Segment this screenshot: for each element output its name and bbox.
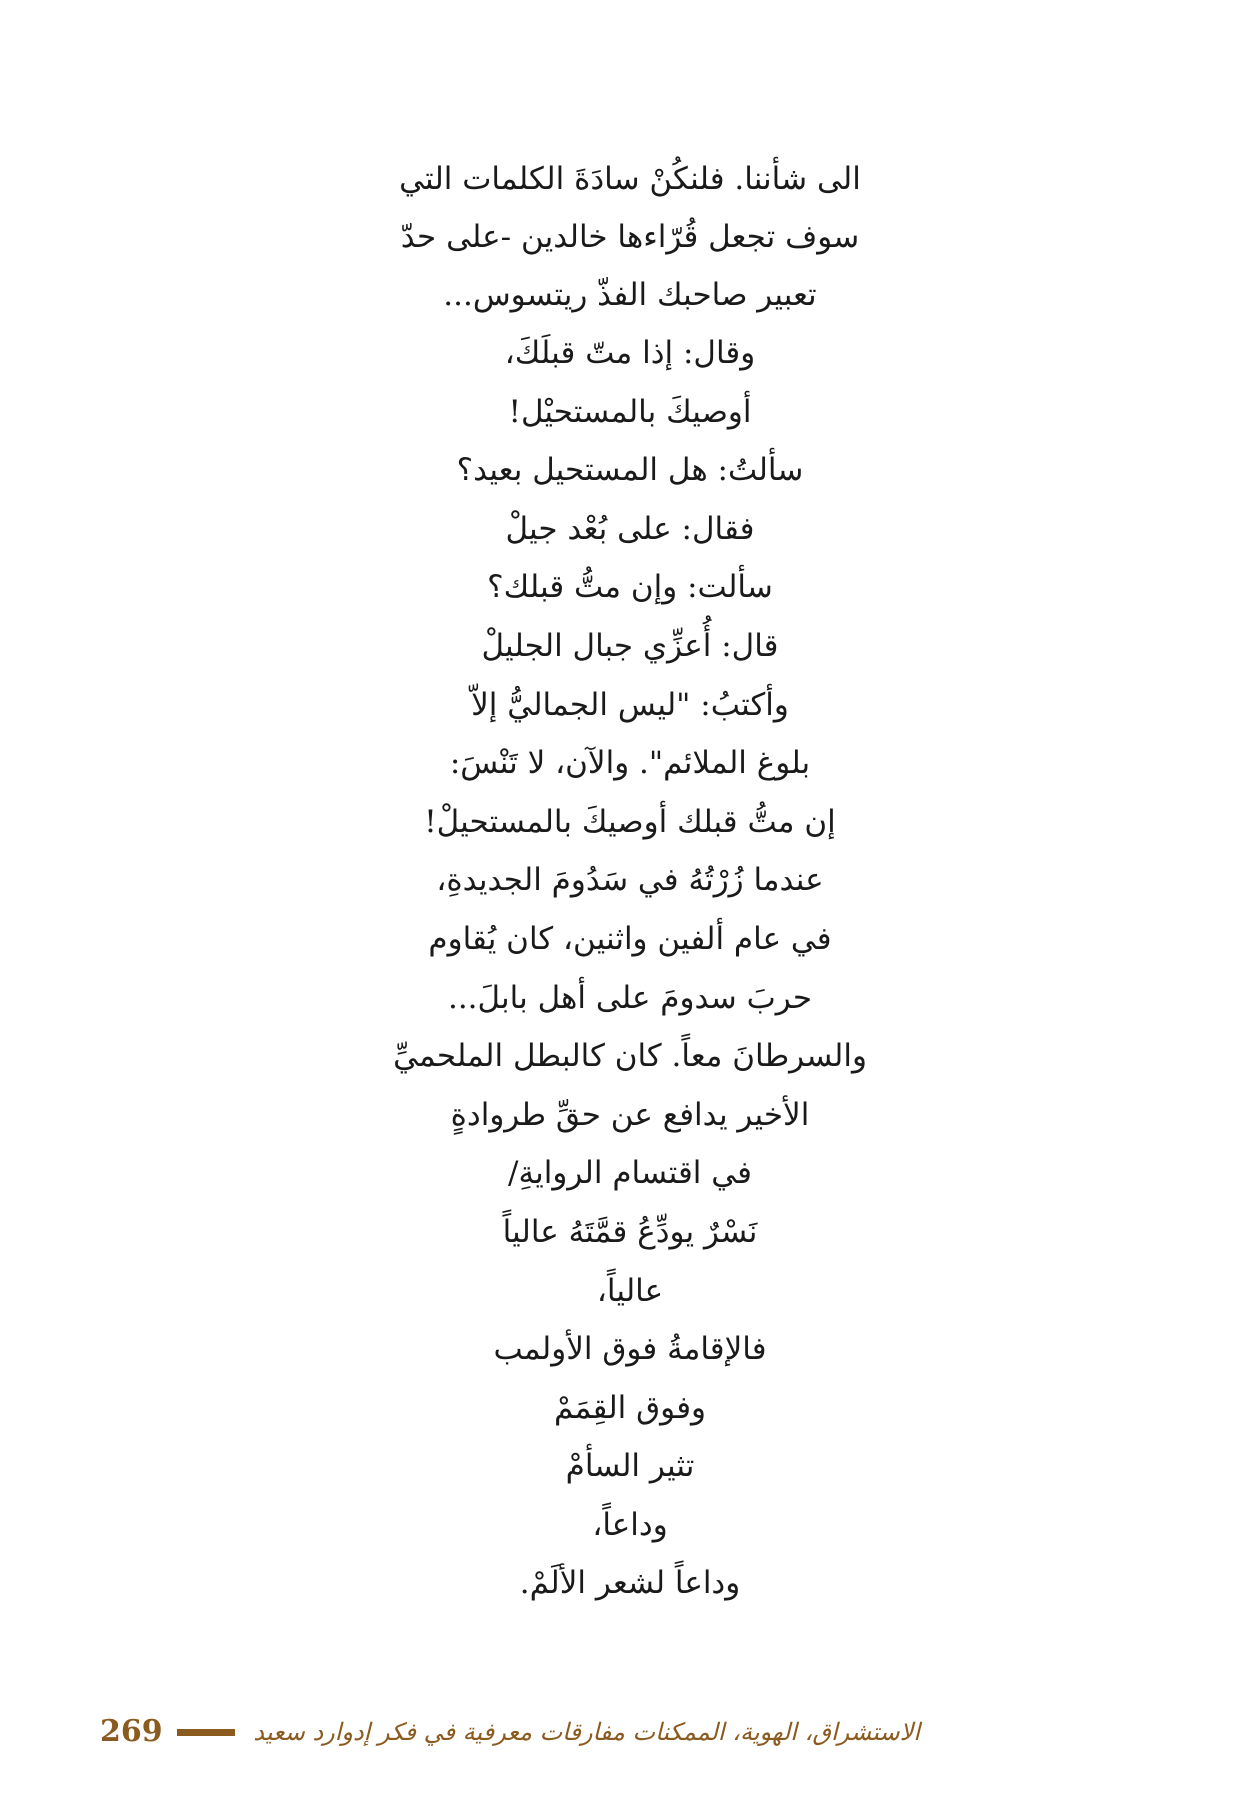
page-number: 269 — [100, 1714, 163, 1749]
poem-line: في اقتسام الروايةِ/ — [508, 1155, 752, 1192]
poem-line: حربَ سدومَ على أهل بابلَ... — [447, 979, 813, 1016]
poem-line: وفوق القِمَمْ — [553, 1389, 706, 1426]
poem-line: سوف تجعل قُرّاءها خالدين -على حدّ — [400, 219, 860, 255]
poem-line: وأكتبُ: "ليس الجماليُّ إلاّ — [471, 686, 789, 723]
poem-line: تثير السأمْ — [565, 1448, 695, 1485]
footer-rule — [177, 1729, 236, 1736]
poem-line: سألتُ: هل المستحيل بعيد؟ — [456, 452, 804, 489]
poem-line: الى شأننا. فلنكُنْ سادَةَ الكلمات التي — [399, 161, 861, 197]
poem-line: وداعاً، — [592, 1506, 668, 1543]
poem-line: الأخير يدافع عن حقِّ طروادةٍ — [450, 1096, 810, 1133]
poem-line: بلوغ الملائم". والآن، لا تَنْسَ: — [449, 745, 811, 782]
poem-line: إن متُّ قبلك أوصيكَ بالمستحيلْ! — [424, 803, 836, 840]
poem-line: نَسْرٌ يودِّعُ قمَّتَهُ عالياً — [502, 1213, 758, 1250]
running-title: الاستشراق، الهوية، الممكنات مفارقات معرفية في فكر إدوارد سعيد — [253, 1718, 920, 1746]
poem-line: سألت: وإن متُّ قبلك؟ — [487, 569, 773, 606]
poem-line: عالياً، — [596, 1272, 664, 1309]
poem-line: وداعاً لشعر الألَمْ. — [519, 1565, 741, 1602]
poem-line: تعبير صاحبك الفذّ ريتسوس... — [443, 277, 817, 313]
poem-body — [330, 150, 930, 1613]
page-footer — [100, 1712, 920, 1752]
poem-line: قال: أُعزِّي جبال الجليلْ — [481, 627, 779, 664]
poem-line: والسرطانَ معاً. كان كالبطل الملحميِّ — [393, 1038, 867, 1075]
poem-line: فالإقامةُ فوق الأولمب — [493, 1331, 767, 1368]
poem-line: عندما زُرْتُهُ في سَدُومَ الجديدةِ، — [436, 862, 824, 899]
poem-line: وقال: إذا متّ قبلَكَ، — [504, 335, 756, 371]
poem-line: فقال: على بُعْد جيلْ — [505, 510, 755, 547]
poem-line: أوصيكَ بالمستحيْل! — [508, 393, 752, 430]
poem-line: في عام ألفين واثنين، كان يُقاوم — [428, 920, 832, 957]
